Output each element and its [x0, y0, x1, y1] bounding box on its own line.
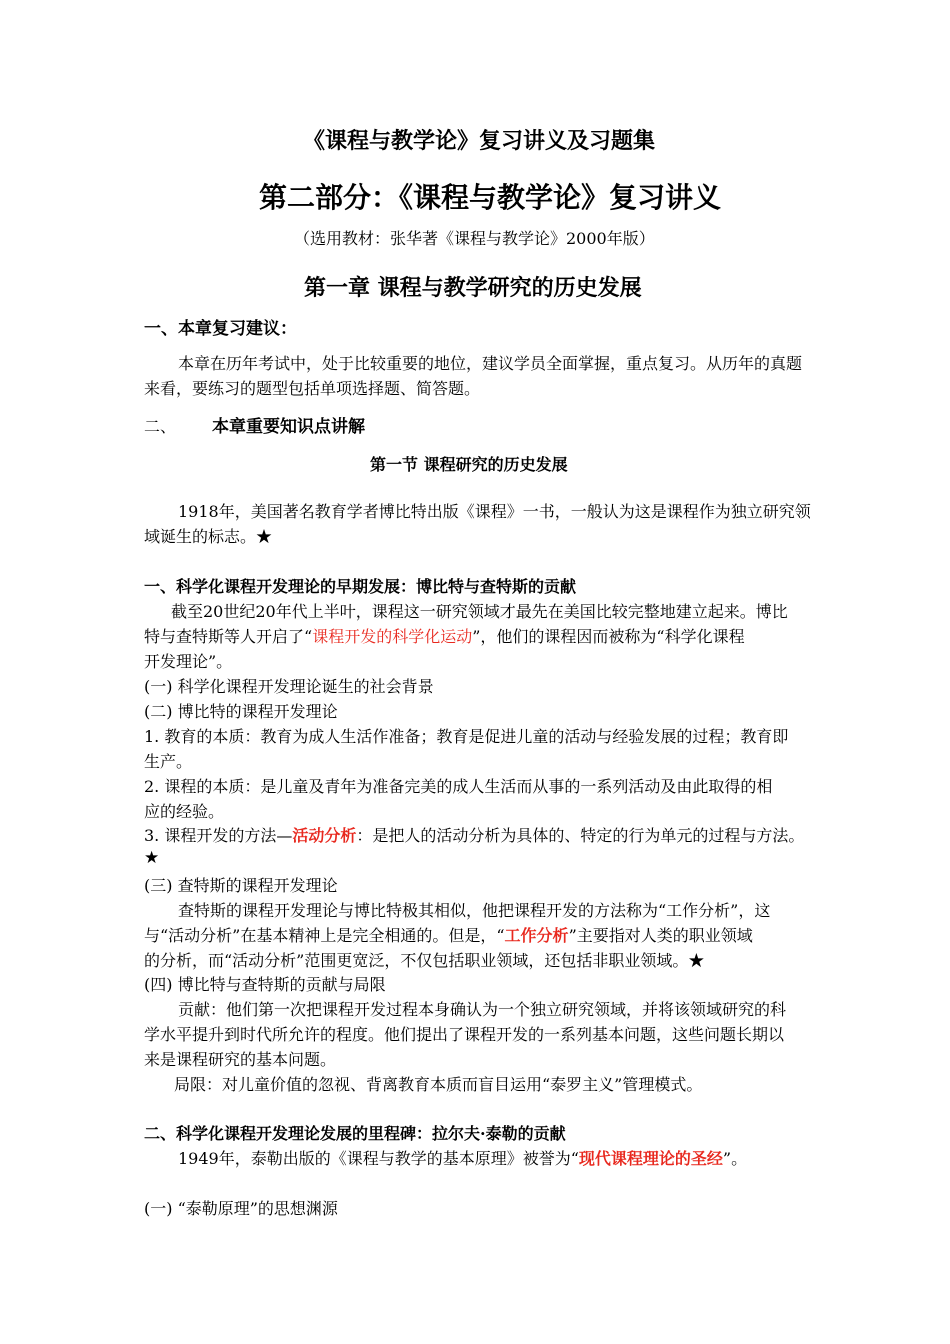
charters-line-1: 查特斯的课程开发理论与博比特极其相似，他把课程开发的方法称为“工作分析”，这	[178, 901, 771, 920]
limitation-line: 局限：对儿童价值的忽视、背离教育本质而盲目运用“泰罗主义”管理模式。	[174, 1075, 703, 1094]
item-2-line-2: 应的经验。	[144, 802, 225, 821]
charters-line-2	[144, 923, 753, 946]
part2-p1	[178, 1146, 747, 1169]
text-run: 特与查特斯等人开启了“	[144, 627, 313, 646]
subheading-background: (一) 科学化课程开发理论诞生的社会背景	[144, 677, 434, 696]
subheading-tyler-origin: (一) “泰勒原理”的思想渊源	[144, 1199, 338, 1218]
contribution-line-2: 学水平提升到时代所允许的程度。他们提出了课程开发的一系列基本问题，这些问题长期以	[144, 1025, 785, 1044]
part2-heading: 二、科学化课程开发理论发展的里程碑：拉尔夫·泰勒的贡献	[144, 1124, 566, 1143]
advice-line-2: 来看，要练习的题型包括单项选择题、简答题。	[144, 379, 481, 398]
part1-p1-line-1: 截至20世纪20年代上半叶，课程这一研究领域才最先在美国比较完整地建立起来。博比	[171, 602, 788, 621]
item-1-line-2: 生产。	[144, 752, 193, 771]
part1-heading: 一、科学化课程开发理论的早期发展：博比特与查特斯的贡献	[144, 577, 577, 596]
text-run: ：是把人的活动分析为具体的、特定的行为单元的过程与方法。	[356, 826, 805, 845]
star-mark: ★	[144, 848, 160, 868]
text-run: ”。	[722, 1149, 748, 1168]
advice-line-1: 本章在历年考试中，处于比较重要的地位，建议学员全面掌握，重点复习。从历年的真题	[178, 354, 803, 373]
text-run: 与“活动分析”在基本精神上是完全相通的。但是，“	[144, 926, 505, 945]
text-run: 1949年，泰勒出版的《课程与教学的基本原理》被誉为“	[178, 1149, 579, 1168]
highlight-bible: 现代课程理论的圣经	[578, 1149, 723, 1168]
part1-p1-line-3: 开发理论”。	[144, 652, 233, 671]
text-run: ”，他们的课程因而被称为“科学化课程	[472, 627, 745, 646]
highlight-activity-analysis: 活动分析	[292, 826, 357, 845]
item-1-line-1: 1. 教育的本质：教育为成人生活作准备；教育是促进儿童的活动与经验发展的过程；教育即	[144, 727, 789, 746]
advice-heading: 一、本章复习建议：	[144, 319, 297, 339]
contribution-line-1: 贡献：他们第一次把课程开发过程本身确认为一个独立研究领域，并将该领域研究的科	[178, 1000, 787, 1019]
charters-line-3: 的分析，而“活动分析”范围更宽泛，不仅包括职业领域，还包括非职业领域。★	[144, 951, 705, 970]
highlight-job-analysis: 工作分析	[504, 926, 569, 945]
section-intro-line-2: 域诞生的标志。★	[144, 527, 273, 546]
section-intro-line-1: 1918年，美国著名教育学者博比特出版《课程》一书，一般认为这是课程作为独立研究领	[178, 502, 811, 521]
item-3-line-1	[144, 823, 804, 846]
subheading-contribution: (四) 博比特与查特斯的贡献与局限	[144, 975, 386, 994]
subheading-bobbitt: (二) 博比特的课程开发理论	[144, 702, 338, 721]
part-title: 第二部分：《课程与教学论》复习讲义	[259, 181, 722, 214]
highlight-scientific-movement: 课程开发的科学化运动	[312, 627, 473, 646]
document-title: 《课程与教学论》复习讲义及习题集	[303, 128, 656, 154]
section-title: 第一节 课程研究的历史发展	[370, 455, 568, 474]
contribution-line-3: 来是课程研究的基本问题。	[144, 1050, 337, 1069]
part1-p1-line-2	[144, 624, 745, 647]
textbook-note: （选用教材：张华著《课程与教学论》2000年版）	[294, 229, 655, 248]
knowledge-number: 二、	[144, 417, 177, 436]
text-run: 3. 课程开发的方法—	[144, 826, 293, 845]
subheading-charters: (三) 查特斯的课程开发理论	[144, 876, 338, 895]
text-run: ”主要指对人类的职业领域	[568, 926, 753, 945]
chapter-title: 第一章 课程与教学研究的历史发展	[304, 275, 642, 301]
item-2-line-1: 2. 课程的本质：是儿童及青年为准备完美的成人生活而从事的一系列活动及由此取得的相	[144, 777, 773, 796]
knowledge-heading: 本章重要知识点讲解	[212, 417, 365, 437]
